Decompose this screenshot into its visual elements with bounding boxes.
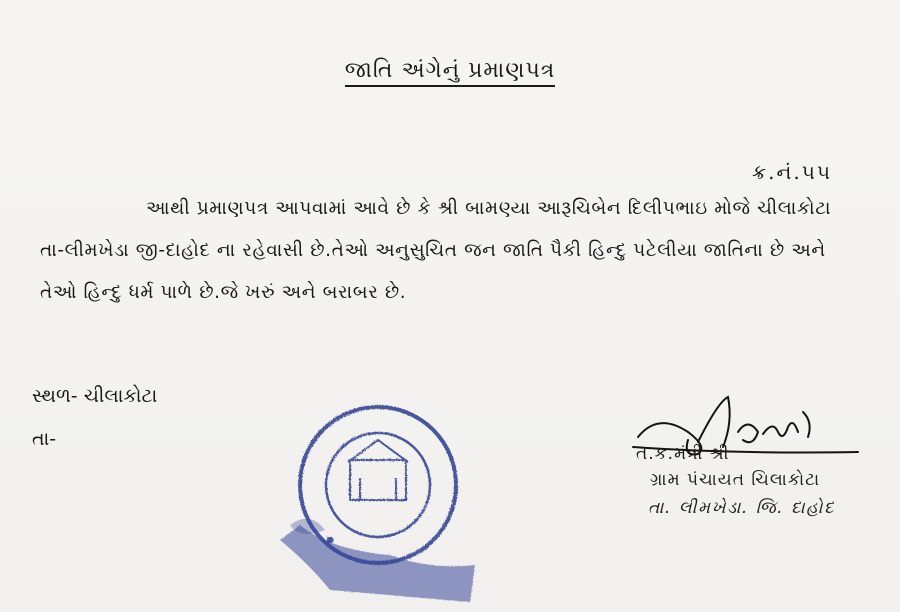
signatory-designation: ત.ક.મંત્રી શ્રી [636,444,730,464]
place-label: સ્થળ- ચીલાકોટા [32,385,158,407]
body-line-1 [40,188,880,230]
official-stamp [270,390,480,610]
signatory-location: તા. લીમખેડા. જિ. દાહોદ [648,498,835,518]
date-label: તા- [32,428,57,450]
body-line-1-text: આથી પ્રમાણપત્ર આપવામાં આવે છે કે શ્રી બામણ્યા આરૂચિબેન દિલીપભાઇ મોજે ચીલાકોટા [146,198,832,219]
body-line-3: તેઓ હિન્દુ ધર્મ પાળે છે.જે ખરું અને બરાબર છે. [40,282,407,303]
signatory-office: ગ્રામ પંચાયત ચિલાકોટા [650,470,821,490]
certificate-body [40,188,880,314]
document-title [0,58,900,83]
body-line-2: તા-લીમખેડા જી-દાહોદ ના રહેવાસી છે.તેઓ અનુસુચિત જન જાતિ પૈકી હિન્દુ પટેલીયા જાતિના છે અને [40,240,826,261]
reference-number: ક્ર.નં.૫૫ [752,160,833,184]
document-title-text: જાતિ અંગેનું પ્રમાણપત્ર [345,58,556,87]
